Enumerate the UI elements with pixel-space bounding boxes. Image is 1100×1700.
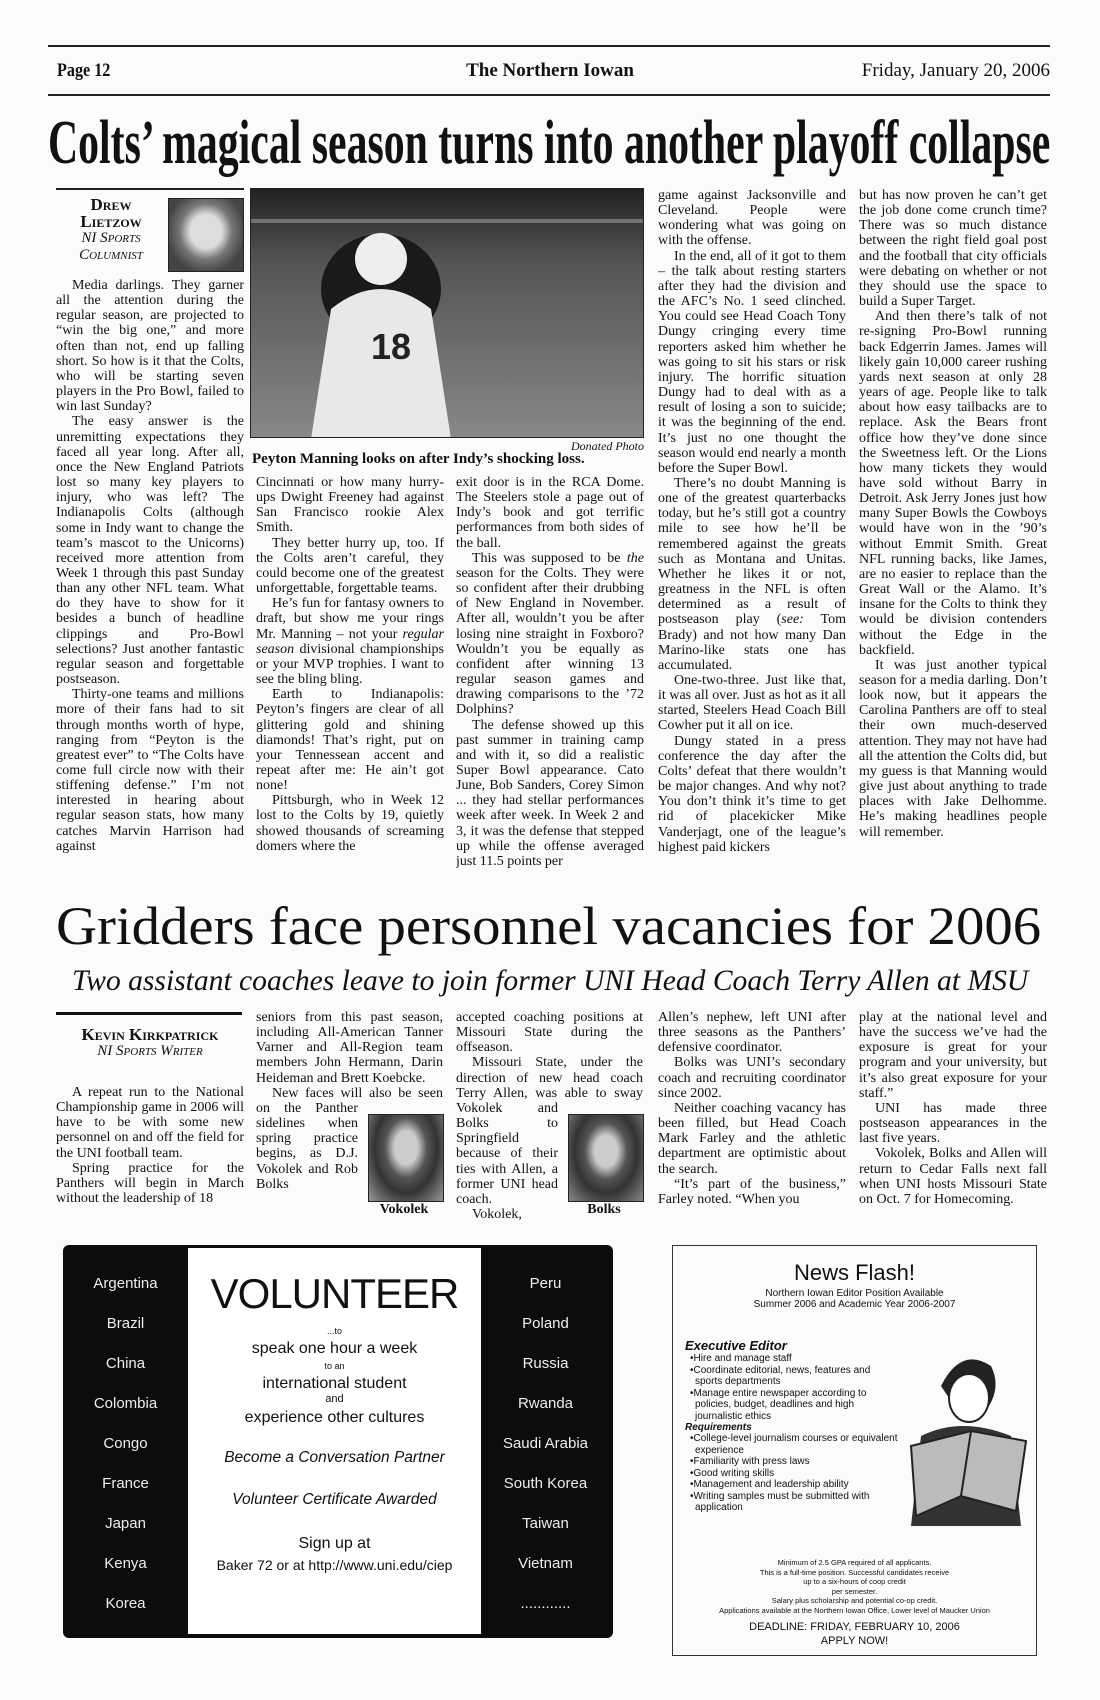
requirements-list bbox=[685, 1433, 900, 1514]
author-first: Drew bbox=[90, 195, 132, 214]
list-item: •Good writing skills bbox=[690, 1467, 775, 1479]
vokolek-photo bbox=[368, 1114, 444, 1202]
author-last: Lietzow bbox=[80, 212, 142, 231]
country-label: Russia bbox=[522, 1355, 569, 1372]
paragraph: In the end, all of it got to them – the talk about resting starters after they had the division and the AFC’s No. 1 seed clinched. You could see Head Coach Tony Dungy cringing every time reporters asked him whether he was going to sit his stars or risk injury. The horrific situation Dungy had to deal with as a result of losing a son to suicide; it was the beginning of the end. It’s just no one thought the season would end nearly a month before the Super Bowl. bbox=[658, 248, 846, 476]
requirements-label: Requirements bbox=[685, 1422, 752, 1433]
paragraph: Vokolek, bbox=[472, 1207, 522, 1223]
paragraph: Bolks was UNI’s secondary coach and recruiting coordinator since 2002. bbox=[658, 1055, 846, 1101]
country-label: Korea bbox=[105, 1595, 146, 1612]
volunteer-line: international student bbox=[262, 1375, 407, 1392]
volunteer-line: ...to bbox=[326, 1326, 342, 1336]
bolks-photo bbox=[568, 1114, 644, 1202]
paragraph: UNI has made three postseason appearances in the last five years. bbox=[859, 1100, 1047, 1147]
volunteer-line: experience other cultures bbox=[244, 1409, 425, 1426]
volunteer-line: Become a Conversation Partner bbox=[224, 1449, 445, 1466]
paper-name: The Northern Iowan bbox=[466, 60, 634, 81]
apply-now: APPLY NOW! bbox=[820, 1635, 889, 1647]
paragraph: New faces will also be seen on the Panther sidelines when spring practice begins, as D.J. Vokolek and Rob Bolks bbox=[256, 1085, 443, 1192]
byline bbox=[56, 196, 166, 264]
volunteer-line: Sign up at bbox=[298, 1535, 371, 1552]
paragraph: Pittsburgh, who in Week 12 lost to the Colts by 19, quietly showed thousands of screaming domers where the bbox=[256, 793, 444, 854]
country-label: South Korea bbox=[503, 1475, 588, 1492]
country-label: Argentina bbox=[93, 1275, 158, 1292]
deadline: DEADLINE: FRIDAY, FEBRUARY 10, 2006 bbox=[749, 1621, 960, 1633]
country-label: Taiwan bbox=[522, 1515, 569, 1532]
article2-column-4 bbox=[658, 1010, 846, 1227]
country-label: Saudi Arabia bbox=[502, 1435, 589, 1452]
header-rule bbox=[48, 94, 1050, 96]
bolks-caption: Bolks bbox=[587, 1202, 621, 1217]
fine-print-line: per semester. bbox=[831, 1586, 878, 1596]
volunteer-title: VOLUNTEER bbox=[210, 1270, 459, 1317]
paragraph: play at the national level and have the success we’ve had the exposure is great for your program and your university, but it’s also great exposure for your staff.” bbox=[859, 1010, 1047, 1101]
byline-rule bbox=[56, 188, 244, 190]
volunteer-line: Volunteer Certificate Awarded bbox=[232, 1491, 437, 1508]
author-headshot bbox=[168, 198, 244, 272]
duties-list bbox=[685, 1353, 900, 1422]
country-label: ............ bbox=[520, 1595, 571, 1612]
paragraph: The easy answer is the unremitting expectations they faced all year long. After all, once the New England Patriots lost so many key players to injury, who was left? The Indianapolis Colts (although some in Indy want to change the team’s mascot to the Unicorns) received more attention from Week 1 through this past Sunday than any other NFL team. What do they have to show for it besides a bunch of headline clippings and Pro-Bowl selections? Just another fantastic regular season and forgettable postseason. bbox=[56, 414, 244, 688]
fine-print-line: Minimum of 2.5 GPA required of all applicants. bbox=[777, 1558, 932, 1567]
paragraph: accepted coaching positions at Missouri State during the offseason. bbox=[456, 1010, 643, 1056]
svg-text:18: 18 bbox=[371, 326, 412, 367]
paragraph: but has now proven he can’t get the job done come crunch time? There was so much distance between the right field goal post and the football that city officials were debating on whether or not they should use the space to build a Super Target. bbox=[859, 188, 1047, 310]
country-label: Vietnam bbox=[518, 1555, 573, 1572]
article1-column-4 bbox=[658, 188, 846, 882]
article1-column-1 bbox=[56, 278, 244, 882]
author-name: Kevin Kirkpatrick bbox=[81, 1025, 219, 1044]
paragraph: They better hurry up, too. If the Colts aren’t careful, they could become one of the greatest unforgettable, forgettable teams. bbox=[256, 535, 444, 597]
fine-print bbox=[673, 1558, 1036, 1615]
volunteer-url: Baker 72 or at http://www.uni.edu/ciep bbox=[216, 1557, 453, 1573]
paragraph: Missouri State, under the direction of new head coach Terry Allen, was able to sway Vokolek and Bolks to Springfield because of their ties with Allen, a former UNI head coach. bbox=[456, 1055, 643, 1207]
list-item: •Hire and manage staff bbox=[690, 1353, 792, 1364]
football-player-illustration bbox=[251, 189, 644, 438]
float-spacer bbox=[643, 1010, 644, 1114]
article1-column-5 bbox=[859, 188, 1047, 882]
paragraph: Neither coaching vacancy has been filled, but Head Coach Mark Farley and the athletic department are optimistic about the search. bbox=[658, 1100, 846, 1177]
paragraph: Vokolek, Bolks and Allen will return to Cedar Falls next fall when UNI hosts Missouri State on Oct. 7 for Homecoming. bbox=[859, 1146, 1047, 1207]
list-item: •Familiarity with press laws bbox=[690, 1456, 810, 1467]
man-reading-newspaper-illustration bbox=[901, 1346, 1029, 1526]
byline-rule bbox=[56, 1012, 242, 1015]
country-label: Brazil bbox=[106, 1315, 145, 1332]
volunteer-line: to an bbox=[324, 1361, 345, 1371]
paragraph: exit door is in the RCA Dome. The Steelers stole a page out of Indy’s book and got terrific performances from both sides of the ball. bbox=[456, 475, 644, 551]
paragraph: “It’s part of the business,” Farley noted. “When you bbox=[658, 1176, 846, 1207]
paragraph: Thirty-one teams and millions more of their fans had to sit through months worth of hype, ranging from “Peyton is the greatest ever” to “The Colts have come full circle now with their stiffening defense.” I’m not interested in hearing about regular season stats, how many catches Marvin Harrison had against bbox=[56, 687, 244, 854]
paragraph: A repeat run to the National Championship game in 2006 will have to be with some new personnel on and off the field for the UNI football team. bbox=[56, 1085, 244, 1161]
volunteer-line: and bbox=[325, 1393, 344, 1405]
paragraph: He’s fun for fantasy owners to draft, but show me your rings Mr. Manning – not your regular season divisional championships or your MVP trophies. I want to see the bling bling. bbox=[256, 596, 444, 688]
volunteer-line: speak one hour a week bbox=[251, 1340, 418, 1357]
paragraph: Spring practice for the Panthers will begin in March without the leadership of 18 bbox=[56, 1160, 244, 1207]
vokolek-figure bbox=[364, 1114, 444, 1218]
author-title: NI Sports Writer bbox=[97, 1043, 203, 1059]
article2-column-1 bbox=[56, 1085, 244, 1227]
article1-column-2 bbox=[256, 475, 444, 882]
paragraph: One-two-three. Just like that, it was all over. Just as hot as it all started, Steelers Head Coach Bill Cowher put it all on ice. bbox=[658, 673, 846, 734]
article2-column-5 bbox=[859, 1010, 1047, 1227]
country-label: Japan bbox=[105, 1515, 146, 1532]
paragraph: This was supposed to be the season for the Colts. They were so confident after their drubbing of New England in November. After all, wouldn’t you be after losing nine straight in Foxboro? Wouldn’t you be equally as confident after winning 13 regular season games and drawing comparisons to the ’72 Dolphins? bbox=[456, 550, 644, 718]
paragraph: And then there’s talk of not re-signing Pro-Bowl running back Edgerrin James. James will likely gain 10,000 career rushing yards next season at only 28 years of age. People like to talk about how easy tailbacks are to replace. Ask the Bears front office how they’ve done since the Sweetness left. Or the Lions how many tickets they would have sold without Barry in Detroit. Ask Jerry Jones just how many Super Bowls the Cowboys would have won in the ’90’s without Emmit Smith. Great NFL running backs, like James, are no easier to replace than the Great Wall or the Alamo. It’s insane for the Colts to think they would be division contenders without the Edge in the backfield. bbox=[859, 309, 1047, 658]
volunteer-ad-center bbox=[188, 1248, 481, 1634]
float-spacer bbox=[443, 1010, 444, 1114]
article2-subhead: Two assistant coaches leave to join former UNI Head Coach Terry Allen at MSU bbox=[72, 964, 1029, 997]
fine-print-line: This is a full-time position. Successful candidates receive bbox=[759, 1567, 950, 1577]
fine-print-line: Applications available at the Northern Iowan Office, Lower level of Maucker Union bbox=[719, 1605, 990, 1615]
country-label: Kenya bbox=[104, 1555, 147, 1572]
paragraph: It was just another typical season for a media darling. Don’t look now, but it appears the Carolina Panthers are off to steal their own much-deserved attention. They may not have had all the attention the Colts did, but my guess is that Manning would give just about anything to trade places with Jake Delhomme. He’s making headlines people will remember. bbox=[859, 657, 1047, 840]
author-title: NI Sports bbox=[81, 230, 141, 246]
page-number: Page 12 bbox=[57, 60, 111, 81]
paragraph: Earth to Indianapolis: Peyton’s fingers are clear of all glittering gold and shining diamonds! That’s right, put on your Tennessean accent and repeat after me: He ain’t got none! bbox=[256, 687, 444, 794]
country-label: France bbox=[102, 1475, 149, 1492]
country-label: China bbox=[105, 1355, 146, 1372]
country-label: Poland bbox=[522, 1315, 569, 1332]
author-title-2: Columnist bbox=[79, 247, 143, 263]
paragraph: game against Jacksonville and Cleveland. People were wondering what was going on with the offense. bbox=[658, 188, 846, 249]
list-item: •College-level journalism courses or equivalent experience bbox=[690, 1433, 898, 1456]
paragraph: The defense showed up this past summer in training camp and with it, so did a realistic Super Bowl appearance. Cato June, Bob Sanders, Corey Simon ... they had stellar performances week after week. In Week 2 and 3, it was the defense that stepped up while the offense averaged just 11.5 points per bbox=[456, 717, 644, 869]
article1-column-3 bbox=[456, 475, 644, 882]
fine-print-line: Salary plus scholarship and potential co-op credit. bbox=[771, 1596, 938, 1605]
photo-credit: Donated Photo bbox=[571, 439, 644, 453]
position-title: Executive Editor bbox=[685, 1338, 787, 1353]
list-item: •Coordinate editorial, news, features and sports departments bbox=[690, 1364, 871, 1387]
peyton-manning-photo bbox=[250, 188, 644, 438]
issue-date: Friday, January 20, 2006 bbox=[861, 60, 1050, 81]
volunteer-ad bbox=[63, 1245, 613, 1638]
paragraph: Cincinnati or how many hurry-ups Dwight Freeney had against San Francisco rookie Alex Smith. bbox=[256, 475, 444, 536]
paragraph: Media darlings. They garner all the attention during the regular season, are projected to “win the big one,” and more often than not, end up falling short. So how is it that the Colts, who will be starting seven players in the Pro Bowl, failed to win last Sunday? bbox=[56, 278, 244, 415]
top-rule bbox=[48, 45, 1050, 47]
byline bbox=[56, 1026, 244, 1060]
news-flash-sub: Summer 2006 and Academic Year 2006-2007 bbox=[753, 1299, 956, 1310]
list-item: •Management and leadership ability bbox=[690, 1479, 849, 1490]
photo-caption: Peyton Manning looks on after Indy’s shocking loss. bbox=[252, 451, 585, 467]
news-flash-ad bbox=[672, 1245, 1037, 1656]
country-label: Congo bbox=[103, 1435, 148, 1452]
paragraph: Allen’s nephew, left UNI after three seasons as the Panthers’ defensive coordinator. bbox=[658, 1010, 846, 1056]
country-label: Peru bbox=[529, 1275, 562, 1292]
fine-print-line: up to a six-hours of coop credit bbox=[803, 1577, 906, 1586]
article2-column-2 bbox=[256, 1010, 444, 1227]
news-flash-sub: Northern Iowan Editor Position Available bbox=[765, 1288, 944, 1299]
news-flash-title: News Flash! bbox=[793, 1260, 916, 1285]
paragraph: seniors from this past season, including All-American Tanner Varner and All-Region team members John Hermann, Darin Heideman and Brett Koebcke. bbox=[256, 1010, 443, 1086]
article2-headline: Gridders face personnel vacancies for 2006 bbox=[56, 896, 1042, 956]
list-item: •Manage entire newspaper according to policies, budget, deadlines and high journalistic ethics bbox=[690, 1387, 867, 1422]
country-label: Colombia bbox=[93, 1395, 158, 1412]
vokolek-caption: Vokolek bbox=[379, 1202, 429, 1217]
paragraph: There’s no doubt Manning is one of the greatest quarterbacks today, but he’s still got a country mile to see how he’ll be remembered against the greats such as Montana and Unitas. Whether he likes it or not, greatness in the NFL is often determined as a result of postseason play (see: Tom Brady) and not how many Dan Marino-like stats one has accumulated. bbox=[658, 475, 846, 673]
article1-headline: Colts’ magical season turns into another playoff collapse bbox=[48, 109, 1051, 177]
article2-column-3 bbox=[456, 1010, 644, 1227]
country-label: Rwanda bbox=[517, 1395, 574, 1412]
list-item: •Writing samples must be submitted with application bbox=[690, 1490, 870, 1513]
bolks-figure bbox=[564, 1114, 644, 1218]
paragraph: Dungy stated in a press conference the day after the Colts’ defeat that there wouldn’t be major changes. And why not? You don’t think it’s time to get rid of placekicker Mike Vanderjagt, one of the league’s highest paid kickers bbox=[658, 733, 846, 855]
